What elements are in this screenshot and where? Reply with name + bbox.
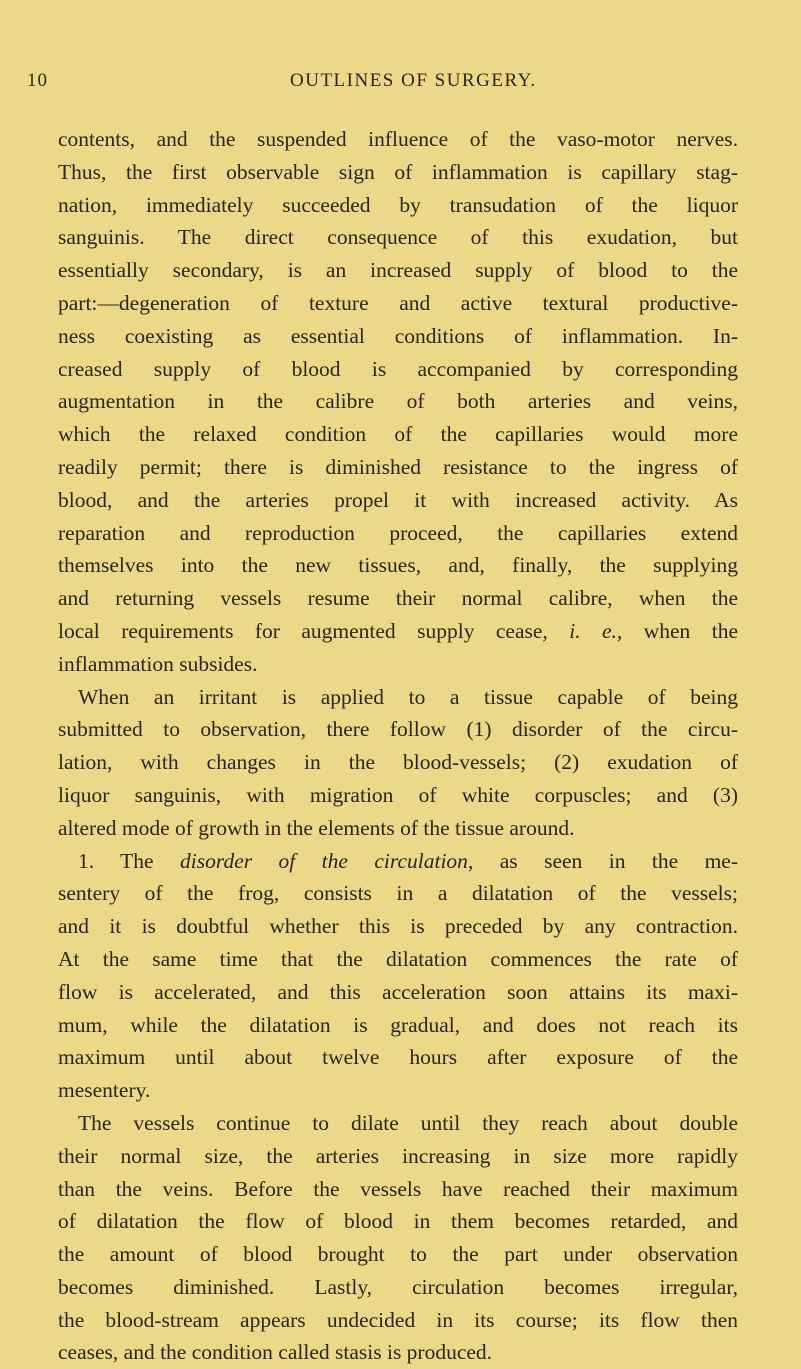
text-line: part:—degeneration of texture and active textural productive-	[58, 290, 738, 315]
text-line: At the same time that the dilatation commences the rate of	[58, 946, 738, 971]
text-line: The vessels continue to dilate until they reach about double	[78, 1110, 738, 1135]
text-line: their normal size, the arteries increasing in size more rapidly	[58, 1143, 738, 1168]
text-line: sentery of the frog, consists in a dilatation of the vessels;	[58, 881, 738, 906]
text-line: creased supply of blood is accompanied by corresponding	[58, 356, 738, 381]
text-line: readily permit; there is diminished resistance to the ingress of	[58, 454, 738, 479]
text-line: reparation and reproduction proceed, the capillaries extend	[58, 520, 738, 545]
text-line: sanguinis. The direct consequence of this exudation, but	[58, 225, 738, 250]
text-line: than the veins. Before the vessels have reached their maximum	[58, 1176, 738, 1201]
text-line: becomes diminished. Lastly, circulation becomes irregular,	[58, 1274, 738, 1299]
text-line: Thus, the first observable sign of inflammation is capillary stag-	[58, 159, 738, 184]
text-line: submitted to observation, there follow (1) disorder of the circu-	[58, 717, 738, 742]
text-line: mesentery.	[58, 1078, 151, 1103]
text-line: essentially secondary, is an increased supply of blood to the	[58, 258, 738, 283]
text-segment: , as seen in the me-	[467, 848, 738, 873]
text-line: flow is accelerated, and this acceleration soon attains its maxi-	[58, 979, 738, 1004]
text-line: ness coexisting as essential conditions of inflammation. In-	[58, 323, 738, 348]
italic-abbreviation: i. e.	[569, 618, 617, 643]
text-line: mum, while the dilatation is gradual, and does not reach its	[58, 1012, 738, 1037]
running-head: OUTLINES OF SURGERY.	[290, 70, 537, 91]
text-line: augmentation in the calibre of both arteries and veins,	[58, 389, 738, 414]
text-line: ceases, and the condition called stasis is produced.	[58, 1340, 493, 1365]
text-line: of dilatation the flow of blood in them becomes retarded, and	[58, 1209, 738, 1234]
text-line: blood, and the arteries propel it with increased activity. As	[58, 487, 738, 512]
text-line-with-italic	[58, 845, 738, 878]
text-line: and it is doubtful whether this is preceded by any contraction.	[58, 914, 738, 939]
text-segment: , when the	[616, 618, 738, 643]
italic-phrase: disorder of the circulation	[180, 848, 468, 873]
text-line: nation, immediately succeeded by transudation of the liquor	[58, 192, 738, 217]
page-number: 10	[27, 70, 48, 91]
text-segment: local requirements for augmented supply cease,	[58, 618, 570, 643]
text-line: liquor sanguinis, with migration of white corpuscles; and (3)	[58, 782, 738, 807]
text-line-with-italic	[58, 615, 738, 648]
text-segment: 1. The	[78, 848, 181, 873]
text-line: the amount of blood brought to the part under observation	[58, 1242, 738, 1267]
text-line: which the relaxed condition of the capillaries would more	[58, 422, 738, 447]
text-line: the blood-stream appears undecided in its course; its flow then	[58, 1307, 738, 1332]
text-line: inflammation subsides.	[58, 651, 258, 676]
text-line: altered mode of growth in the elements of the tissue around.	[58, 815, 575, 840]
body-text	[58, 123, 738, 1369]
text-line: lation, with changes in the blood-vessels; (2) exudation of	[58, 750, 738, 775]
text-line: and returning vessels resume their normal calibre, when the	[58, 586, 738, 611]
text-line: maximum until about twelve hours after exposure of the	[58, 1045, 738, 1070]
text-line: contents, and the suspended influence of the vaso-motor nerves.	[58, 127, 738, 151]
text-line: When an irritant is applied to a tissue capable of being	[78, 684, 738, 709]
text-line: themselves into the new tissues, and, finally, the supplying	[58, 553, 738, 578]
